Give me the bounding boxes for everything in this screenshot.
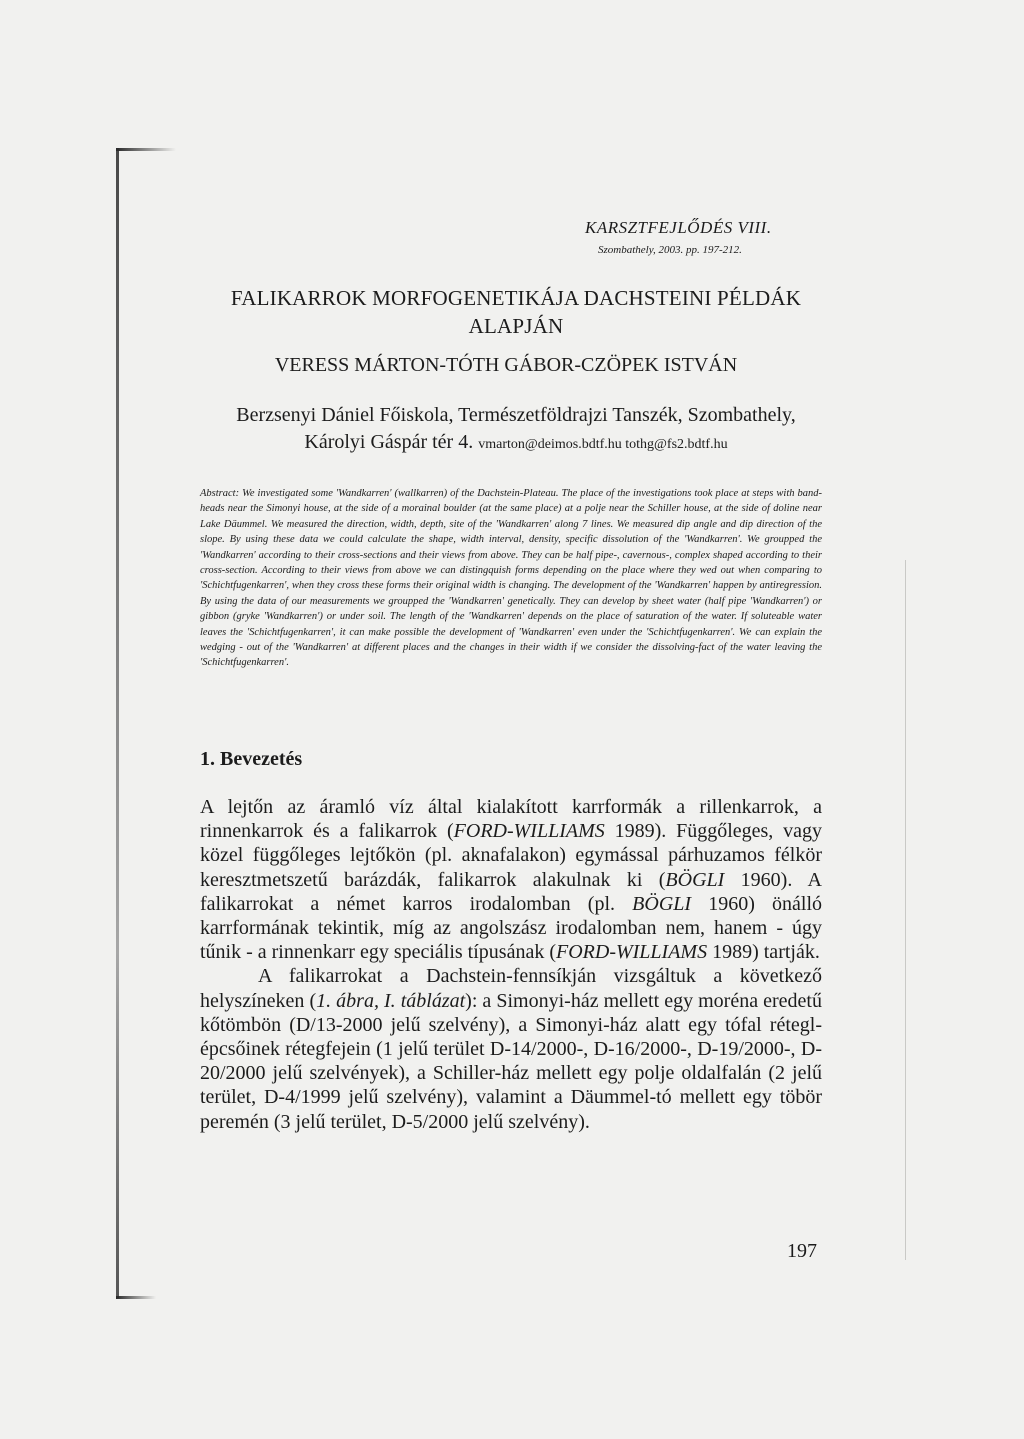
p1-ref-4: FORD-WILLIAMS (556, 941, 708, 964)
p1-text-c: 1960). A falikarrokat a német karros irodalomban (pl. (200, 868, 822, 915)
affiliation-address: Károlyi Gáspár tér 4. (304, 431, 474, 453)
affiliation-line2 (196, 429, 836, 458)
paragraph-1 (200, 795, 822, 964)
scan-edge-shadow-top (116, 148, 176, 151)
affiliation-line1: Berzsenyi Dániel Főiskola, Természetföldrajzi Tanszék, Szombathely, (236, 404, 796, 426)
scan-edge-shadow-bottom (116, 1296, 156, 1299)
page-right-edge (905, 560, 906, 1260)
journal-citation: Szombathely, 2003. pp. 197-212. (598, 244, 742, 256)
page-number: 197 (787, 1240, 817, 1262)
abstract: Abstract: We investigated some 'Wandkarren' (wallkarren) of the Dachstein-Plateau. The place of the investigations took place at steps with band-heads near the Simonyi house, at the side of a morainal boulder (at the same place) at a polje near the Schiller house, at the side of doline near Lake Däummel. We measured the direction, width, depth, site of the 'Wandkarren' along 7 lines. We measured dip angle and dip direction of the slope. By using these data we could calculate the shape, width interval, density, specific dissolution of the 'Wandkarren'. We groupped the 'Wandkarren' according to their cross-sections and their views from above. They can be half pipe-, cavernous-, complex shaped according to their cross-section. According to their views from above we can distingquish forms depending on the place where they wed out when comparing to 'Schichtfugenkarren', when they cross these forms their original width is changing. The development of the 'Wandkarren' happen by antiregression. By using the data of our measurements we groupped the 'Wandkarren' genetically. They can develop by sheet water (half pipe 'Wandkarren') or gibbon (gryke 'Wandkarren') or under soil. The length of the 'Wandkarren' depends on the place of saturation of the water. If soluteable water leaves the 'Schichtfugenkarren', it can make possible the development of 'Wandkarren' even under the 'Schichtfugenkarren'. We can explain the wedging - out of the 'Wandkarren' at different places and the changes in their width if we consider the dissolving-fact of the water leaving the 'Schichtfugenkarren'. (200, 488, 822, 669)
journal-title: KARSZTFEJLŐDÉS VIII. (585, 218, 772, 237)
p2-text-b: ): a Simonyi-ház mellett egy moréna eredetű kőtömbön (D/13-2000 jelű szelvény), a Simonyi-ház alatt egy tófal réteglépcsőinek rétegfejein (1 jelű terület D-14/2000-, D-16/2000-, D-19/2000-, D-20/2000 jelű szelvények), a Schiller-ház mellett egy polje oldalfalán (2 jelű terület, D-4/1999 jelű szelvény), valamint a Däummel-tó mellett egy töbör peremén (3 jelű terület, D-5/2000 jelű szelvény). (200, 989, 822, 1133)
p2-ref-1: 1. ábra, I. táblázat (316, 989, 466, 1012)
p1-text-a: A lejtőn az áramló víz által kialakított karrformák a rillenkarrok, a rinnenkarrok és a falikarrok ( (200, 796, 822, 843)
p1-ref-1: FORD-WILLIAMS (453, 820, 605, 843)
p1-text-e: 1989) tartják. (707, 941, 820, 964)
body-text (200, 795, 822, 1134)
p1-text-d: 1960) önálló karrformának tekintik, míg az angolszász irodalomban nem, hanem - úgy tűnik - a rinnenkarr egy speciális típusának ( (200, 892, 822, 964)
affiliation-emails: vmarton@deimos.bdtf.hu tothg@fs2.bdtf.hu (478, 437, 728, 452)
section-heading: 1. Bevezetés (200, 748, 303, 770)
affiliation (196, 402, 836, 458)
p1-text-b: 1989). Függőleges, vagy közel függőleges lejtőkön (pl. aknafalakon) egymással párhuzamos félkör keresztmetszetű barázdák, falikarrok alakulnak ki ( (200, 820, 822, 891)
article-title: FALIKARROK MORFOGENETIKÁJA DACHSTEINI PÉLDÁK ALAPJÁN (230, 286, 802, 338)
p2-text-a: A falikarrokat a Dachstein-fennsíkján vizsgáltuk a következő helyszíneken ( (200, 965, 822, 1012)
paragraph-2 (200, 964, 822, 1133)
article-authors: VERESS MÁRTON-TÓTH GÁBOR-CZÖPEK ISTVÁN (274, 354, 738, 376)
p1-ref-3: BÖGLI (632, 892, 692, 915)
p1-ref-2: BÖGLI (665, 868, 725, 891)
scan-edge-shadow (116, 148, 119, 1298)
